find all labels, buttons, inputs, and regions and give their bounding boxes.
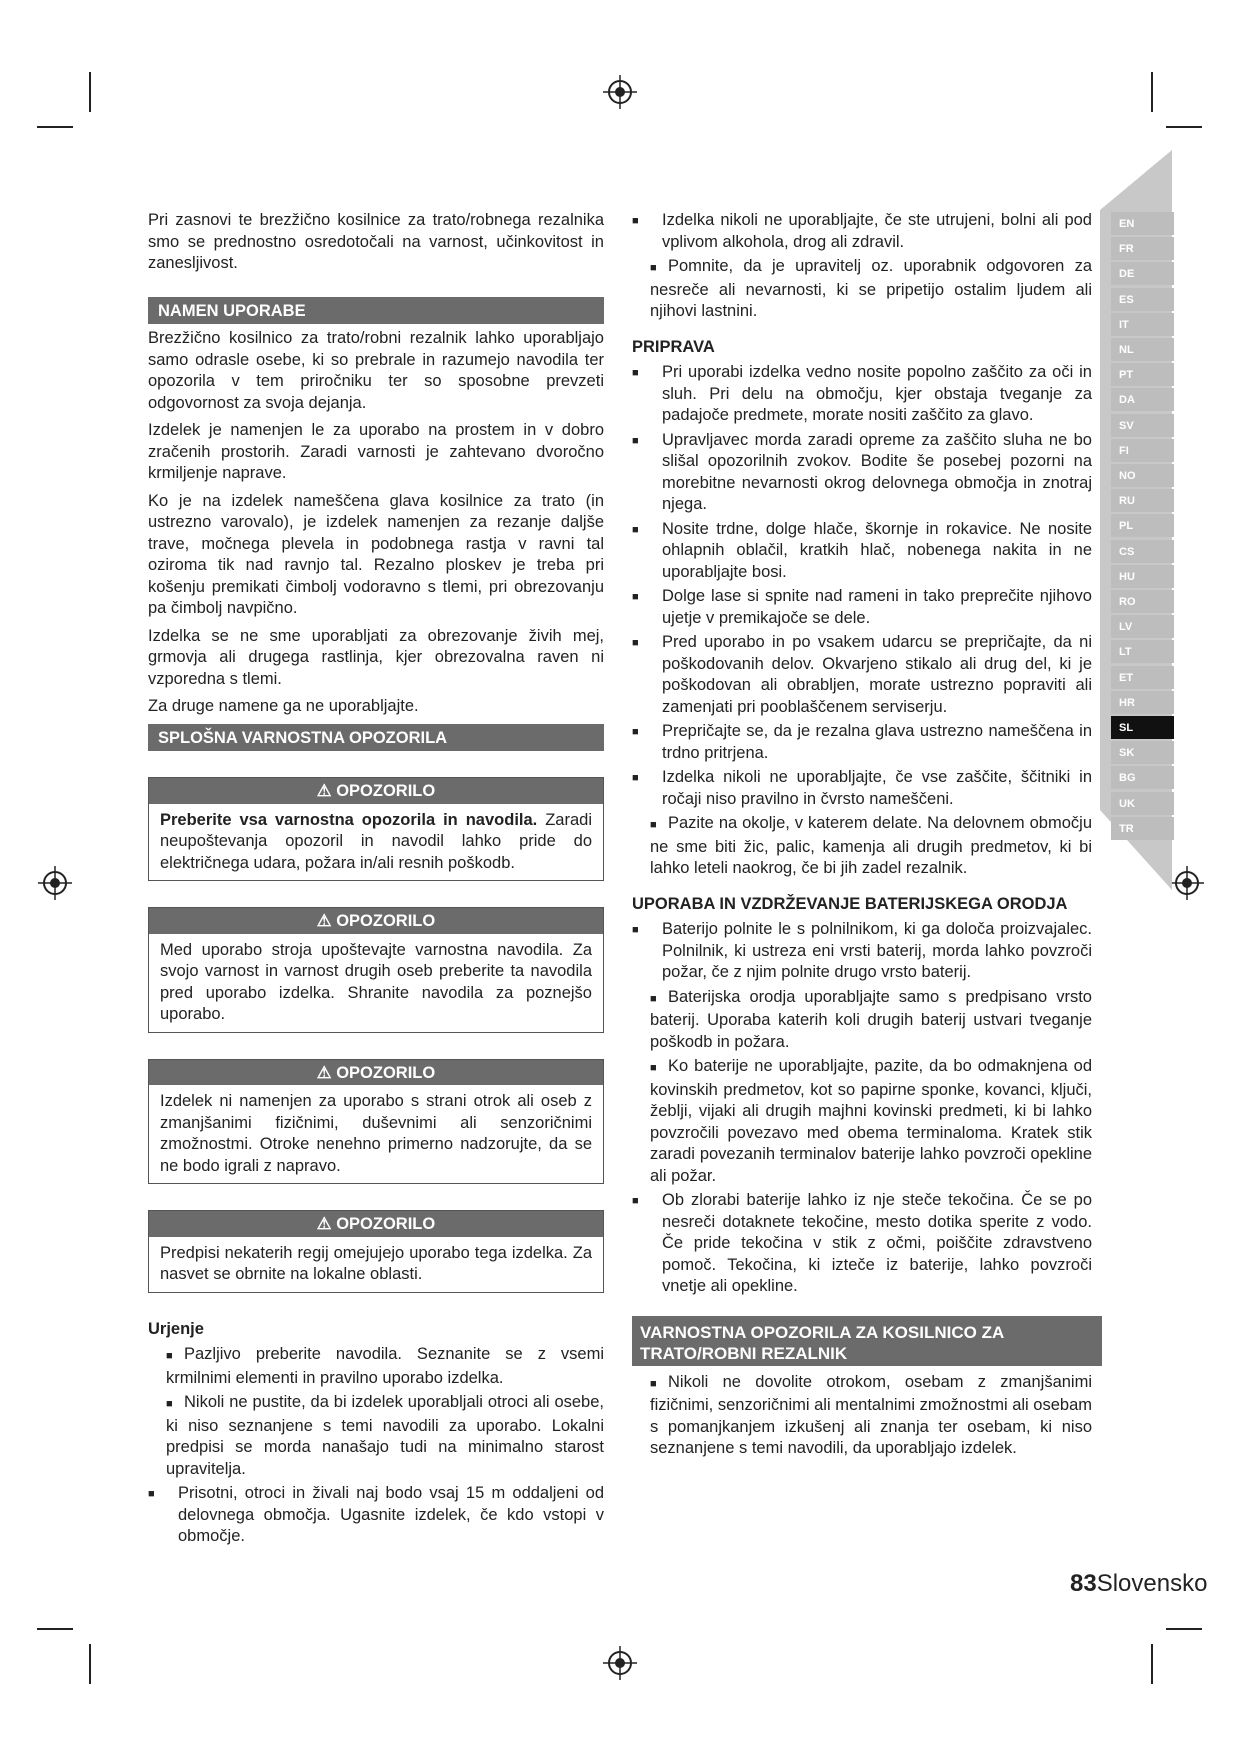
warning-text: Preberite vsa varnostna opozorila in navodila. Zaradi neupoštevanja opozoril in navodil lahko pride do električnega udara, požara in/ali resnih poškodb. [160,810,592,872]
page-number: 83Slovensko [1070,1570,1208,1597]
crop-mark [1166,1628,1202,1630]
warning-text: Predpisi nekaterih regij omejujejo uporabo tega izdelka. Za nasvet se obrnite na lokalne oblasti. [160,1243,592,1283]
crop-mark [37,126,73,128]
paragraph: Brezžično kosilnico za trato/robni rezalnik lahko uporabljajo samo odrasle osebe, ki so prebrale in razumejo navodila ter opozorila v tem priročniku ter so sposobne prevzeti odgovornost za svoja dejanja. [148,329,604,412]
bullet-icon: ■ [632,1195,639,1207]
warning-text: Med uporabo stroja upoštevajte varnostna navodila. Za svojo varnost in varnost drugih oseb preberite ta navodila pred uporabo izdelka. Shranite navodila za poznejšo uporabo. [160,940,592,1023]
crop-mark [1151,1644,1153,1684]
warning-header: ⚠ OPOZORILO [149,1060,603,1086]
kosilnica-list [632,1372,1092,1460]
list-item: ■ Baterijo polnite le s polnilnikom, ki ga določa proizvajalec. Polnilnik, ki ustreza eni vrsti baterij, morda lahko povzroči požar, če z njim polnite drugo vrsto baterij. [632,920,1092,981]
bullet-icon: ■ [632,215,639,227]
urjenje-list [148,1344,604,1548]
registration-mark-icon [38,866,72,900]
section-kosilnica: VARNOSTNA OPOZORILA ZA KOSILNICO ZA TRATO/ROBNI REZALNIK [632,1316,1102,1366]
list-item: ■ Prepričajte se, da je rezalna glava ustrezno nameščena in trdno pritrjena. [632,722,1092,762]
warning-header: ⚠ OPOZORILO [149,1211,603,1237]
left-column [148,210,604,1551]
language-tab-sl[interactable]: SL [1111,716,1174,739]
language-tab-nl[interactable]: NL [1111,338,1174,361]
language-tab-cs[interactable]: CS [1111,540,1174,563]
language-tab-sk[interactable]: SK [1111,741,1174,764]
section-namen-uporabe: NAMEN UPORABE [148,297,604,325]
list-item: ■ Prisotni, otroci in živali naj bodo vsaj 15 m oddaljeni od delovnega območja. Ugasnite izdelek, če kdo vstopi v območje. [148,1484,604,1545]
bullet-icon: ■ [632,367,639,379]
section-priprava: PRIPRAVA [632,337,715,356]
language-tab-it[interactable]: IT [1111,313,1174,336]
language-tab-hr[interactable]: HR [1111,691,1174,714]
paragraph: Ko je na izdelek nameščena glava kosilnice za trato (in ustrezno varovalo), je izdelek namenjen za rezanje daljše trave, močnega plevela in podobnega rastja v ravni tal oziroma tik nad ravnjo tal. Rezalno ploskev je treba pri košenju premikati čimbolj vodoravno s tlemi, pri obrezovanju pa čimbolj navpično. [148,491,604,617]
language-tab-fr[interactable]: FR [1111,237,1174,260]
language-tab-fi[interactable]: FI [1111,439,1174,462]
warning-box [148,1059,604,1185]
language-tab-en[interactable]: EN [1111,212,1174,235]
bullet-icon: ■ [632,523,639,536]
paragraph: Za druge namene ga ne uporabljajte. [148,697,419,715]
warning-text: Izdelek ni namenjen za uporabo s strani otrok ali oseb z zmanjšanimi fizičnimi, duševnimi ali senzoričnimi zmožnostmi. Otroke nenehno primerno nadzorujte, da se ne bodo igrali z napravo. [160,1092,592,1175]
warning-box [148,907,604,1033]
crop-mark [89,1644,91,1684]
language-tab-pt[interactable]: PT [1111,363,1174,386]
crop-mark [37,1628,73,1630]
bullet-icon: ■ [650,1377,657,1390]
warning-triangle-icon: ⚠ [316,1215,337,1233]
section-splosna-varnostna-opozorila: SPLOŠNA VARNOSTNA OPOZORILA [148,724,604,752]
bullet-icon: ■ [650,1062,657,1074]
language-tab-no[interactable]: NO [1111,464,1174,487]
warning-boxes [148,777,604,1293]
language-tab-uk[interactable]: UK [1111,792,1174,815]
intro-text: Pri zasnovi te brezžično kosilnice za trato/robnega rezalnika smo se prednostno osredotočali na varnost, učinkovitost in zanesljivost. [148,211,604,272]
list-item: ■ Ko baterije ne uporabljajte, pazite, da bo odmaknjena od kovinskih predmetov, kot so papirne sponke, kovanci, ključi, žeblji, vijaki ali drugih majhni kovinski predmeti, ki bi lahko povzročili povezavo med obema terminaloma. Kratek stik zaradi povezanih terminalov baterije lahko povzroči opekline ali požar. [650,1057,1092,1185]
bullet-icon: ■ [166,1350,173,1362]
list-item: ■ Baterijska orodja uporabljajte samo s predpisano vrsto baterij. Uporaba katerih koli drugih baterij ustvari tveganje poškodb in požara. [650,987,1092,1051]
bullet-icon: ■ [632,924,639,936]
list-item: ■ Pomnite, da je upravitelj oz. uporabnik odgovoren za nesreče ali nevarnosti, ki se pripetijo ostalim ljudem ali njihovi lastnini. [650,257,1092,320]
bullet-icon: ■ [632,637,639,649]
bullet-icon: ■ [632,434,639,447]
warning-triangle-icon: ⚠ [316,1063,337,1082]
language-tab-bg[interactable]: BG [1111,766,1174,789]
paragraph: Izdelek je namenjen le za uporabo na prostem in v dobro zračenih prostorih. Zaradi varnosti je zahtevano dvoročno krmiljenje naprave. [148,421,604,482]
right-top-list [632,210,1092,323]
list-item: ■ Izdelka nikoli ne uporabljajte, če ste utrujeni, bolni ali pod vplivom alkohola, drog ali zdravil. [632,211,1092,251]
paragraph: Izdelka se ne sme uporabljati za obrezovanje živih mej, grmovja ali drugega rastlinja, kjer obrezovalna raven ni vzporedna s tlemi. [148,626,604,688]
registration-mark-icon [603,75,637,109]
section-baterija: UPORABA IN VZDRŽEVANJE BATERIJSKEGA ORODJA [632,894,1068,913]
warning-header: ⚠ OPOZORILO [149,778,603,804]
list-item: ■ Pri uporabi izdelka vedno nosite popolno zaščito za oči in sluh. Pri delu na območju, kjer obstaja tveganje za padajoče predmete, morate nositi zaščito za glavo. [632,363,1092,424]
right-column [632,210,1092,1463]
list-item: ■ Nosite trdne, dolge hlače, škornje in rokavice. Ne nosite ohlapnih oblačil, kratkih hlač, nobenega nakita in ne uporabljajte bosi. [632,519,1092,581]
bullet-icon: ■ [166,1398,173,1410]
list-item: ■ Nikoli ne dovolite otrokom, osebam z zmanjšanimi fizičnimi, senzoričnimi ali mentalnimi zmožnostmi ali osebam s pomanjkanjem izkušenj ali znanja ter osebam, ki niso seznanjene s temi navodili, da uporabljajo izdelek. [650,1372,1092,1457]
registration-mark-icon [603,1646,637,1680]
warning-header: ⚠ OPOZORILO [149,908,603,934]
bullet-icon: ■ [632,772,639,784]
warning-box [148,777,604,881]
language-tab-de[interactable]: DE [1111,262,1174,285]
list-item: ■ Pred uporabo in po vsakem udarcu se prepričajte, da ni poškodovanih delov. Okvarjeno stikalo ali drug del, ki je poškodovan ali obrabljen, morate ustrezno popraviti ali zamenjati pri pooblaščenem serviserju. [632,633,1092,716]
list-item: ■ Pazite na okolje, v katerem delate. Na delovnem območju ne sme biti žic, palic, kamenja ali drugih predmetov, ki bi lahko leteli naokrog, če bi jih zadel rezalnik. [650,814,1092,877]
warning-triangle-icon: ⚠ [316,912,337,930]
language-tab-hu[interactable]: HU [1111,565,1174,588]
language-tab-ru[interactable]: RU [1111,489,1174,512]
priprava-list [632,362,1092,880]
language-tab-et[interactable]: ET [1111,666,1174,689]
language-tab-lt[interactable]: LT [1111,640,1174,663]
list-item: ■ Nikoli ne pustite, da bi izdelek uporabljali otroci ali osebe, ki niso seznanjene s temi navodili za uporabo. Lokalni predpisi se morda nanašajo tudi na minimalno starost upravitelja. [166,1393,604,1478]
list-item: ■ Upravljavec morda zaradi opreme za zaščito sluha ne bo slišal opozorilnih zvokov. Bodite še posebej pozorni na morebitne nevarnosti okrog delovnega območja in znotraj njega. [632,430,1092,513]
crop-mark [89,72,91,112]
language-tab-ro[interactable]: RO [1111,590,1174,613]
list-item: ■ Dolge lase si spnite nad rameni in tako preprečite njihovo ujetje v premikajoče se dele. [632,587,1092,627]
crop-mark [1151,72,1153,112]
baterija-list [632,919,1092,1298]
warning-box [148,1210,604,1293]
list-item: ■ Izdelka nikoli ne uporabljajte, če vse zaščite, ščitniki in ročaji niso pravilno in čvrsto nameščeni. [632,768,1092,808]
language-tab-lv[interactable]: LV [1111,615,1174,638]
bullet-icon: ■ [632,726,639,738]
bullet-icon: ■ [650,819,657,831]
section-urjenje: Urjenje [148,1319,204,1338]
crop-mark [1166,126,1202,128]
bullet-icon: ■ [148,1488,155,1500]
language-tab-pl[interactable]: PL [1111,514,1174,537]
bullet-icon: ■ [650,992,657,1005]
bullet-icon: ■ [632,591,639,603]
bullet-icon: ■ [650,262,657,274]
list-item: ■ Pazljivo preberite navodila. Seznanite se z vsemi krmilnimi elementi in pravilno uporabo izdelka. [166,1345,604,1387]
language-tab-tr[interactable]: TR [1111,817,1174,840]
language-tab-es[interactable]: ES [1111,288,1174,311]
warning-triangle-icon: ⚠ [316,782,337,800]
language-tab-da[interactable]: DA [1111,388,1174,411]
language-tab-sv[interactable]: SV [1111,414,1174,437]
list-item: ■ Ob zlorabi baterije lahko iz nje steče tekočina. Če se po nesreči dotaknete tekočine, mesto dotika sperite z vodo. Če pride tekočina v stik z očmi, poiščite zdravstveno pomoč. Tekočina, ki izteče iz baterije, lahko povzroči vnetje ali opekline. [632,1191,1092,1295]
